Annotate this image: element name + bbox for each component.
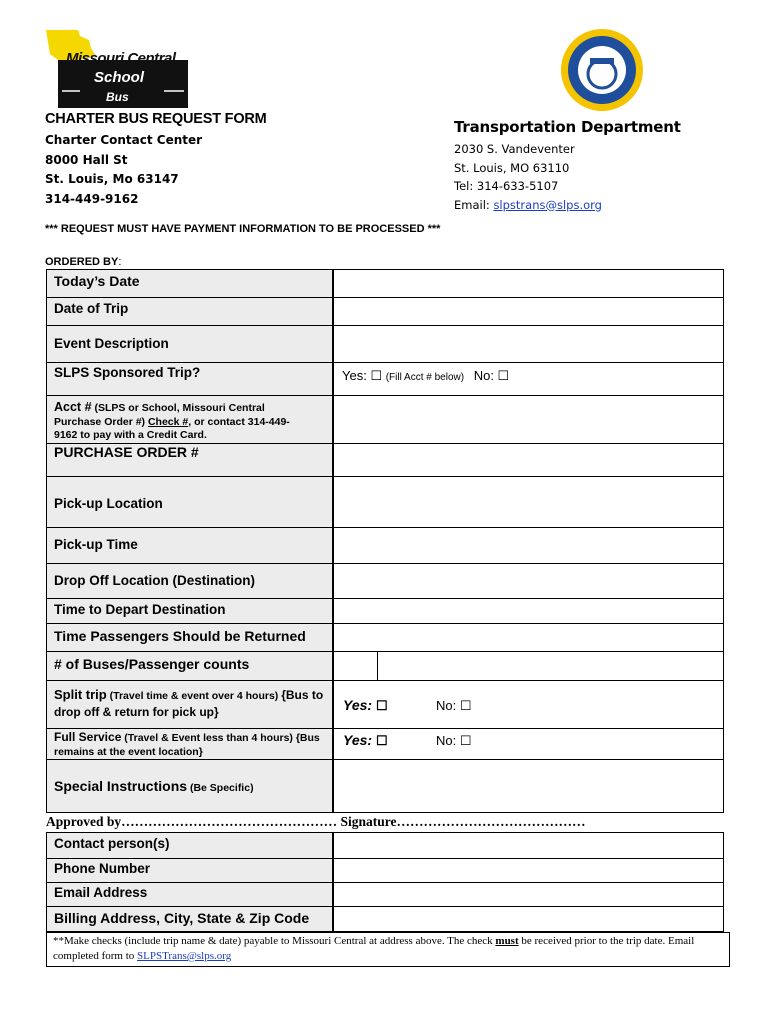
time-return-label: Time Passengers Should be Returned <box>54 628 306 644</box>
passenger-count-field[interactable] <box>377 651 724 681</box>
footer-text-2: be received prior to the trip date. Email completed form to <box>53 935 695 962</box>
split-trip-label: Split trip <box>54 687 107 702</box>
row-label-todays-date <box>46 269 333 298</box>
row-label-phone-number <box>46 858 333 883</box>
slps-no-label: No: <box>473 368 498 383</box>
row-label-special-instructions <box>46 759 333 813</box>
row-label-slps-sponsored <box>46 362 333 396</box>
drop-off-label: Drop Off Location (Destination) <box>54 573 255 588</box>
phone-number-field[interactable] <box>333 858 724 883</box>
special-instructions-desc: (Be Specific) <box>187 782 254 794</box>
billing-address-field[interactable] <box>333 906 724 932</box>
ordered-by-colon: : <box>118 256 122 268</box>
row-label-pickup-location <box>46 476 333 528</box>
acct-desc-1: (SLPS or School, Missouri Central Purchase Order #) <box>54 402 265 428</box>
payment-notice: *** REQUEST MUST HAVE PAYMENT INFORMATION TO BE PROCESSED *** <box>45 223 441 235</box>
event-description-label: Event Description <box>54 336 169 351</box>
full-no-option <box>436 733 472 749</box>
form-title: CHARTER BUS REQUEST FORM <box>45 111 267 127</box>
purchase-order-field[interactable] <box>333 443 724 477</box>
time-return-field[interactable] <box>333 623 724 652</box>
split-no-option <box>436 698 472 714</box>
row-label-full-service <box>46 728 333 760</box>
row-label-time-depart <box>46 598 333 624</box>
acct-field[interactable] <box>333 395 724 444</box>
date-of-trip-label: Date of Trip <box>54 301 129 316</box>
slps-yes-checkbox[interactable]: ☐ <box>370 368 383 383</box>
todays-date-label: Today’s Date <box>54 273 140 289</box>
logo-text-line2: School <box>94 69 145 86</box>
slps-options <box>342 368 509 384</box>
dept-line: 2030 S. Vandeventer <box>454 142 575 156</box>
pickup-time-field[interactable] <box>333 527 724 564</box>
row-label-contact-person <box>46 832 333 859</box>
contact-person-field[interactable] <box>333 832 724 859</box>
special-instructions-field[interactable] <box>333 759 724 813</box>
email-label: Email: <box>454 197 494 212</box>
pickup-time-label: Pick-up Time <box>54 537 138 552</box>
row-label-billing-address <box>46 906 333 932</box>
slps-sponsored-label: SLPS Sponsored Trip? <box>54 365 201 380</box>
footer-note <box>46 932 730 967</box>
row-label-date-of-trip <box>46 297 333 326</box>
full-no-checkbox[interactable]: ☐ <box>459 733 472 748</box>
time-depart-label: Time to Depart Destination <box>54 602 226 617</box>
slps-yes-label: Yes: <box>342 368 371 383</box>
contact-person-label: Contact person(s) <box>54 836 170 851</box>
dept-email-link[interactable]: slpstrans@slps.org <box>493 197 602 212</box>
charter-line: St. Louis, Mo 63147 <box>45 172 179 186</box>
split-trip-rest: {Bus to drop off & return for pick up} <box>54 688 324 719</box>
split-yes-checkbox[interactable]: ☐ <box>375 698 388 713</box>
row-label-purchase-order <box>46 443 333 477</box>
row-label-pickup-time <box>46 527 333 564</box>
full-service-label: Full Service <box>54 730 122 744</box>
slps-seal <box>560 28 644 112</box>
buses-count-label: # of Buses/Passenger counts <box>54 656 250 672</box>
logo-text-line1: Missouri Central <box>66 50 176 67</box>
acct-desc-2: , or contact 314-449-9162 to pay with a Credit Card. <box>54 415 290 441</box>
split-trip-desc: (Travel time & event over 4 hours) <box>106 690 282 702</box>
email-address-label: Email Address <box>54 885 148 900</box>
row-label-split-trip <box>46 680 333 729</box>
row-label-time-return <box>46 623 333 652</box>
dept-email-line <box>454 196 602 215</box>
purchase-order-label: PURCHASE ORDER # <box>54 444 199 460</box>
time-depart-field[interactable] <box>333 598 724 624</box>
charter-contact-block <box>45 131 202 209</box>
charter-line: Charter Contact Center <box>45 133 203 147</box>
split-no-checkbox[interactable]: ☐ <box>459 698 472 713</box>
dept-line: Tel: 314-633-5107 <box>454 179 559 193</box>
row-label-buses-count <box>46 651 333 681</box>
approved-signature-line: Approved by………………………………………… Signature…………………………………… <box>46 814 586 829</box>
row-label-email-address <box>46 882 333 907</box>
full-yes-label: Yes: <box>343 732 376 748</box>
split-yes-option <box>343 697 388 714</box>
full-yes-option <box>343 732 388 749</box>
footer-text-1: **Make checks (include trip name & date) payable to Missouri Central at address above. The check <box>53 935 496 947</box>
split-yes-label: Yes: <box>343 697 376 713</box>
full-no-label: No: <box>436 733 460 748</box>
drop-off-field[interactable] <box>333 563 724 599</box>
missouri-central-logo <box>44 30 189 108</box>
footer-email-link[interactable]: SLPSTrans@slps.org <box>137 950 232 962</box>
footer-must: must <box>495 935 519 947</box>
pickup-location-label: Pick-up Location <box>54 496 163 511</box>
date-of-trip-field[interactable] <box>333 297 724 326</box>
phone-number-label: Phone Number <box>54 861 151 876</box>
row-label-event-description <box>46 325 333 363</box>
charter-line: 314-449-9162 <box>45 191 139 206</box>
special-instructions-label: Special Instructions <box>54 778 188 794</box>
email-address-field[interactable] <box>333 882 724 907</box>
slps-fill-note: (Fill Acct # below) <box>385 372 465 383</box>
slps-sponsored-field <box>333 362 724 396</box>
row-label-drop-off <box>46 563 333 599</box>
charter-line: 8000 Hall St <box>45 152 128 167</box>
buses-count-field[interactable] <box>333 651 378 681</box>
slps-no-checkbox[interactable]: ☐ <box>497 368 510 383</box>
split-trip-field <box>333 680 724 729</box>
full-service-field <box>333 728 724 760</box>
acct-label: Acct # <box>54 400 92 414</box>
split-no-label: No: <box>436 698 460 713</box>
dept-line: St. Louis, MO 63110 <box>454 160 570 175</box>
event-description-field[interactable] <box>333 325 724 363</box>
logo-text-line3: Bus <box>106 90 129 104</box>
full-service-desc: (Travel & Event less than 4 hours) {Bus remains at the event location} <box>54 732 320 758</box>
billing-address-label: Billing Address, City, State & Zip Code <box>54 910 310 926</box>
todays-date-field[interactable] <box>333 269 724 298</box>
department-title: Transportation Department <box>454 118 681 136</box>
acct-check: Check # <box>147 415 189 428</box>
department-address-block <box>454 140 602 214</box>
pickup-location-field[interactable] <box>333 476 724 528</box>
ordered-by-label <box>45 256 121 268</box>
full-yes-checkbox[interactable]: ☐ <box>375 733 388 748</box>
ordered-by-text: ORDERED BY <box>45 256 119 268</box>
row-label-acct <box>46 395 333 444</box>
